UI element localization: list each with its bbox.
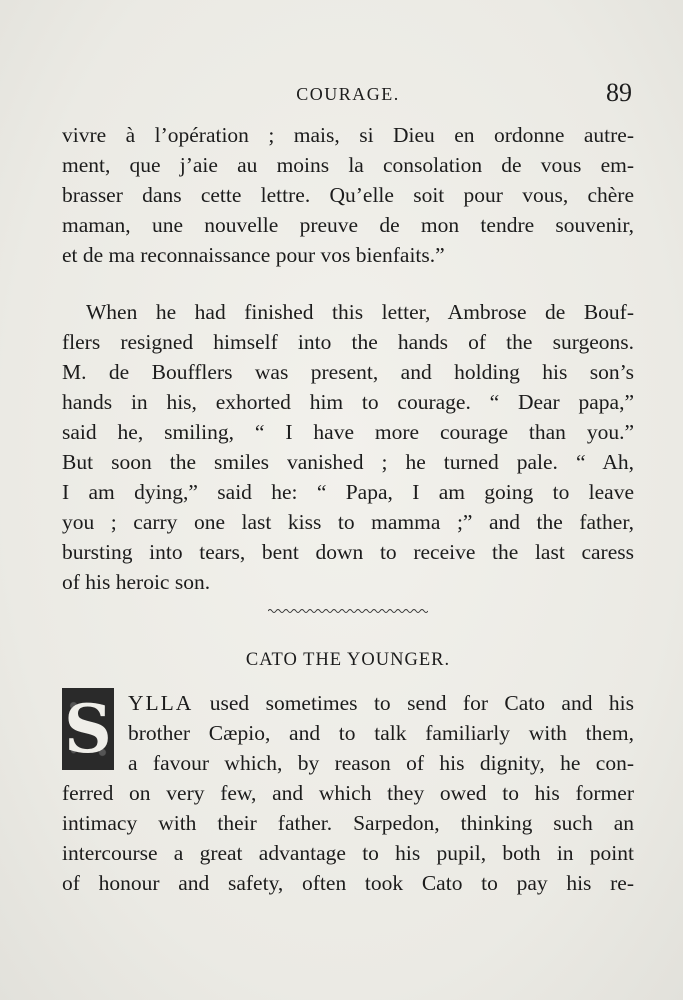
text-line: I am dying,” said he: “ Papa, I am going to leave — [62, 480, 634, 504]
page-header — [62, 78, 634, 112]
paragraph-continuation — [62, 120, 634, 270]
section-heading: CATO THE YOUNGER. — [245, 650, 451, 670]
section-divider — [268, 606, 428, 616]
text-line: ment, que j’aie au moins la consolation de vous em- — [62, 153, 634, 177]
paragraph-boufflers — [62, 297, 634, 597]
text-line: flers resigned himself into the hands of the surgeons. — [62, 330, 634, 354]
text-line: hands in his, exhorted him to courage. “ Dear papa,” — [62, 390, 634, 414]
text-line: et de ma reconnaissance pour vos bienfaits.” — [62, 243, 445, 267]
paragraph-cato — [62, 688, 634, 898]
text-line: M. de Boufflers was present, and holding his son’s — [62, 360, 634, 384]
text-line-first — [62, 688, 634, 718]
text-line: you ; carry one last kiss to mamma ;” and the father, — [62, 510, 634, 534]
text-line: brasser dans cette lettre. Qu’elle soit pour vous, chère — [62, 183, 634, 207]
text-line: brother Cæpio, and to talk familiarly with them, — [128, 721, 634, 745]
text-line: intercourse a great advantage to his pupil, both in point — [62, 841, 634, 865]
small-caps-first-word: YLLA — [128, 691, 194, 715]
text-line: But soon the smiles vanished ; he turned pale. “ Ah, — [62, 450, 634, 474]
text-line: said he, smiling, “ I have more courage than you.” — [62, 420, 634, 444]
text-line: maman, une nouvelle preuve de mon tendre souvenir, — [62, 213, 634, 237]
text-line: ferred on very few, and which they owed to his former — [62, 781, 634, 805]
text-line: of his heroic son. — [62, 570, 211, 594]
text-line: intimacy with their father. Sarpedon, thinking such an — [62, 811, 634, 835]
ornamental-drop-cap: S — [62, 688, 114, 770]
page-number: 89 — [606, 78, 632, 107]
text-line: When he had finished this letter, Ambrose de Bouf- — [86, 300, 634, 324]
text-line: bursting into tears, bent down to receive the last caress — [62, 540, 634, 564]
text-line: a favour which, by reason of his dignity, he con- — [128, 751, 634, 775]
running-title: COURAGE. — [296, 84, 400, 104]
text-line-rest: used sometimes to send for Cato and his — [193, 691, 634, 715]
text-line: vivre à l’opération ; mais, si Dieu en ordonne autre- — [62, 123, 634, 147]
text-line: of honour and safety, often took Cato to pay his re- — [62, 871, 634, 895]
